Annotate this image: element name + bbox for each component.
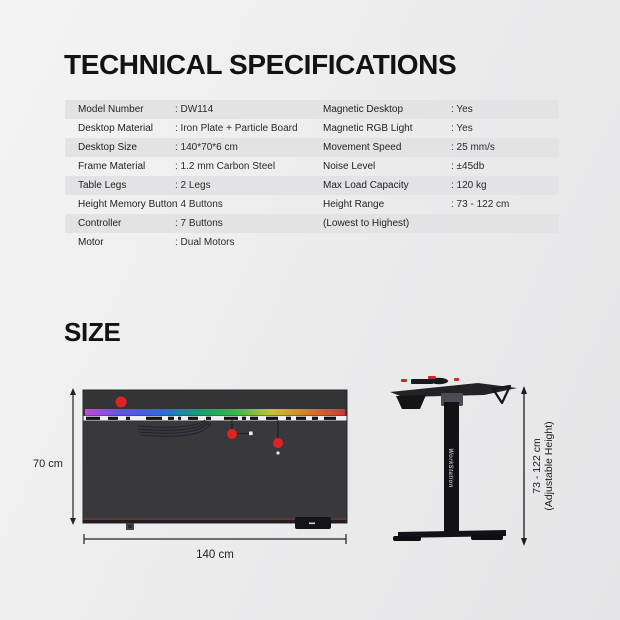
width-dimension-line — [84, 534, 346, 544]
arrow-down-icon — [70, 518, 76, 525]
spec-label: Magnetic RGB Light — [323, 123, 413, 134]
cup-holder — [396, 395, 426, 409]
led-diffuser-strip — [84, 416, 347, 421]
arrow-up-icon — [70, 388, 76, 395]
spec-value: : Iron Plate + Particle Board — [175, 123, 298, 134]
foot-pad — [471, 535, 503, 540]
spec-value: : 2 Legs — [175, 180, 211, 191]
spec-row — [65, 233, 559, 252]
red-accent — [454, 378, 459, 381]
spec-label: Max Load Capacity — [323, 180, 409, 191]
spec-label: Controller — [78, 218, 122, 229]
spec-label: Height Memory Button — [78, 199, 178, 210]
feature-marker — [227, 429, 237, 439]
spec-row — [65, 100, 559, 119]
spec-row — [65, 176, 559, 195]
red-accent — [428, 376, 436, 379]
spec-label: Height Range — [323, 199, 385, 210]
spec-value: : Dual Motors — [175, 237, 235, 248]
spec-value: : Yes — [451, 123, 473, 134]
spec-label: Motor — [78, 237, 104, 248]
desk-top-view-diagram — [28, 378, 358, 573]
spec-value: : 4 Buttons — [175, 199, 223, 210]
spec-value: : ±45db — [451, 161, 485, 172]
desk-accessory — [411, 379, 433, 384]
size-section-title: SIZE — [64, 317, 121, 347]
column-logo: WorkStation — [447, 448, 453, 488]
arrow-up-icon — [521, 386, 527, 394]
spec-label: (Lowest to Highest) — [323, 218, 410, 229]
height-dimension-label: 73 - 122 cm — [531, 438, 543, 494]
spec-label: Magnetic Desktop — [323, 104, 404, 115]
controller-buttons — [309, 523, 315, 525]
spec-label: Desktop Size — [78, 142, 137, 153]
desk-side-view-diagram — [381, 366, 586, 566]
spec-value: : 73 - 122 cm — [451, 199, 510, 210]
spec-value: : 25 mm/s — [451, 142, 495, 153]
foot-pad — [393, 536, 421, 541]
spec-row — [65, 214, 559, 233]
spec-row — [65, 157, 559, 176]
desk-clip-notch — [128, 525, 132, 528]
height-dimension-note: (Adjustable Height) — [543, 421, 555, 511]
spec-table — [65, 100, 559, 252]
feature-marker — [273, 438, 283, 448]
spec-label: Noise Level — [323, 161, 376, 172]
callout-dot — [249, 432, 253, 436]
width-dimension-label: 140 cm — [196, 549, 234, 561]
spec-row — [65, 138, 559, 157]
feature-marker — [116, 397, 127, 408]
rgb-light-strip — [85, 409, 345, 416]
spec-label: Table Legs — [78, 180, 127, 191]
callout-dot — [276, 451, 279, 454]
spec-value: : Yes — [451, 104, 473, 115]
spec-label: Frame Material — [78, 161, 146, 172]
spec-row — [65, 195, 559, 214]
spec-value: : 120 kg — [451, 180, 487, 191]
spec-value: : DW114 — [175, 104, 214, 115]
spec-value: : 140*70*6 cm — [175, 142, 238, 153]
page-title: TECHNICAL SPECIFICATIONS — [64, 49, 457, 80]
red-accent — [401, 379, 407, 382]
depth-dimension-label: 70 cm — [33, 458, 63, 470]
spec-label: Movement Speed — [323, 142, 402, 153]
spec-label: Desktop Material — [78, 123, 154, 134]
spec-label: Model Number — [78, 104, 144, 115]
arrow-down-icon — [521, 538, 527, 546]
spec-value: : 7 Buttons — [175, 218, 223, 229]
spec-row — [65, 119, 559, 138]
spec-value: : 1.2 mm Carbon Steel — [175, 161, 276, 172]
